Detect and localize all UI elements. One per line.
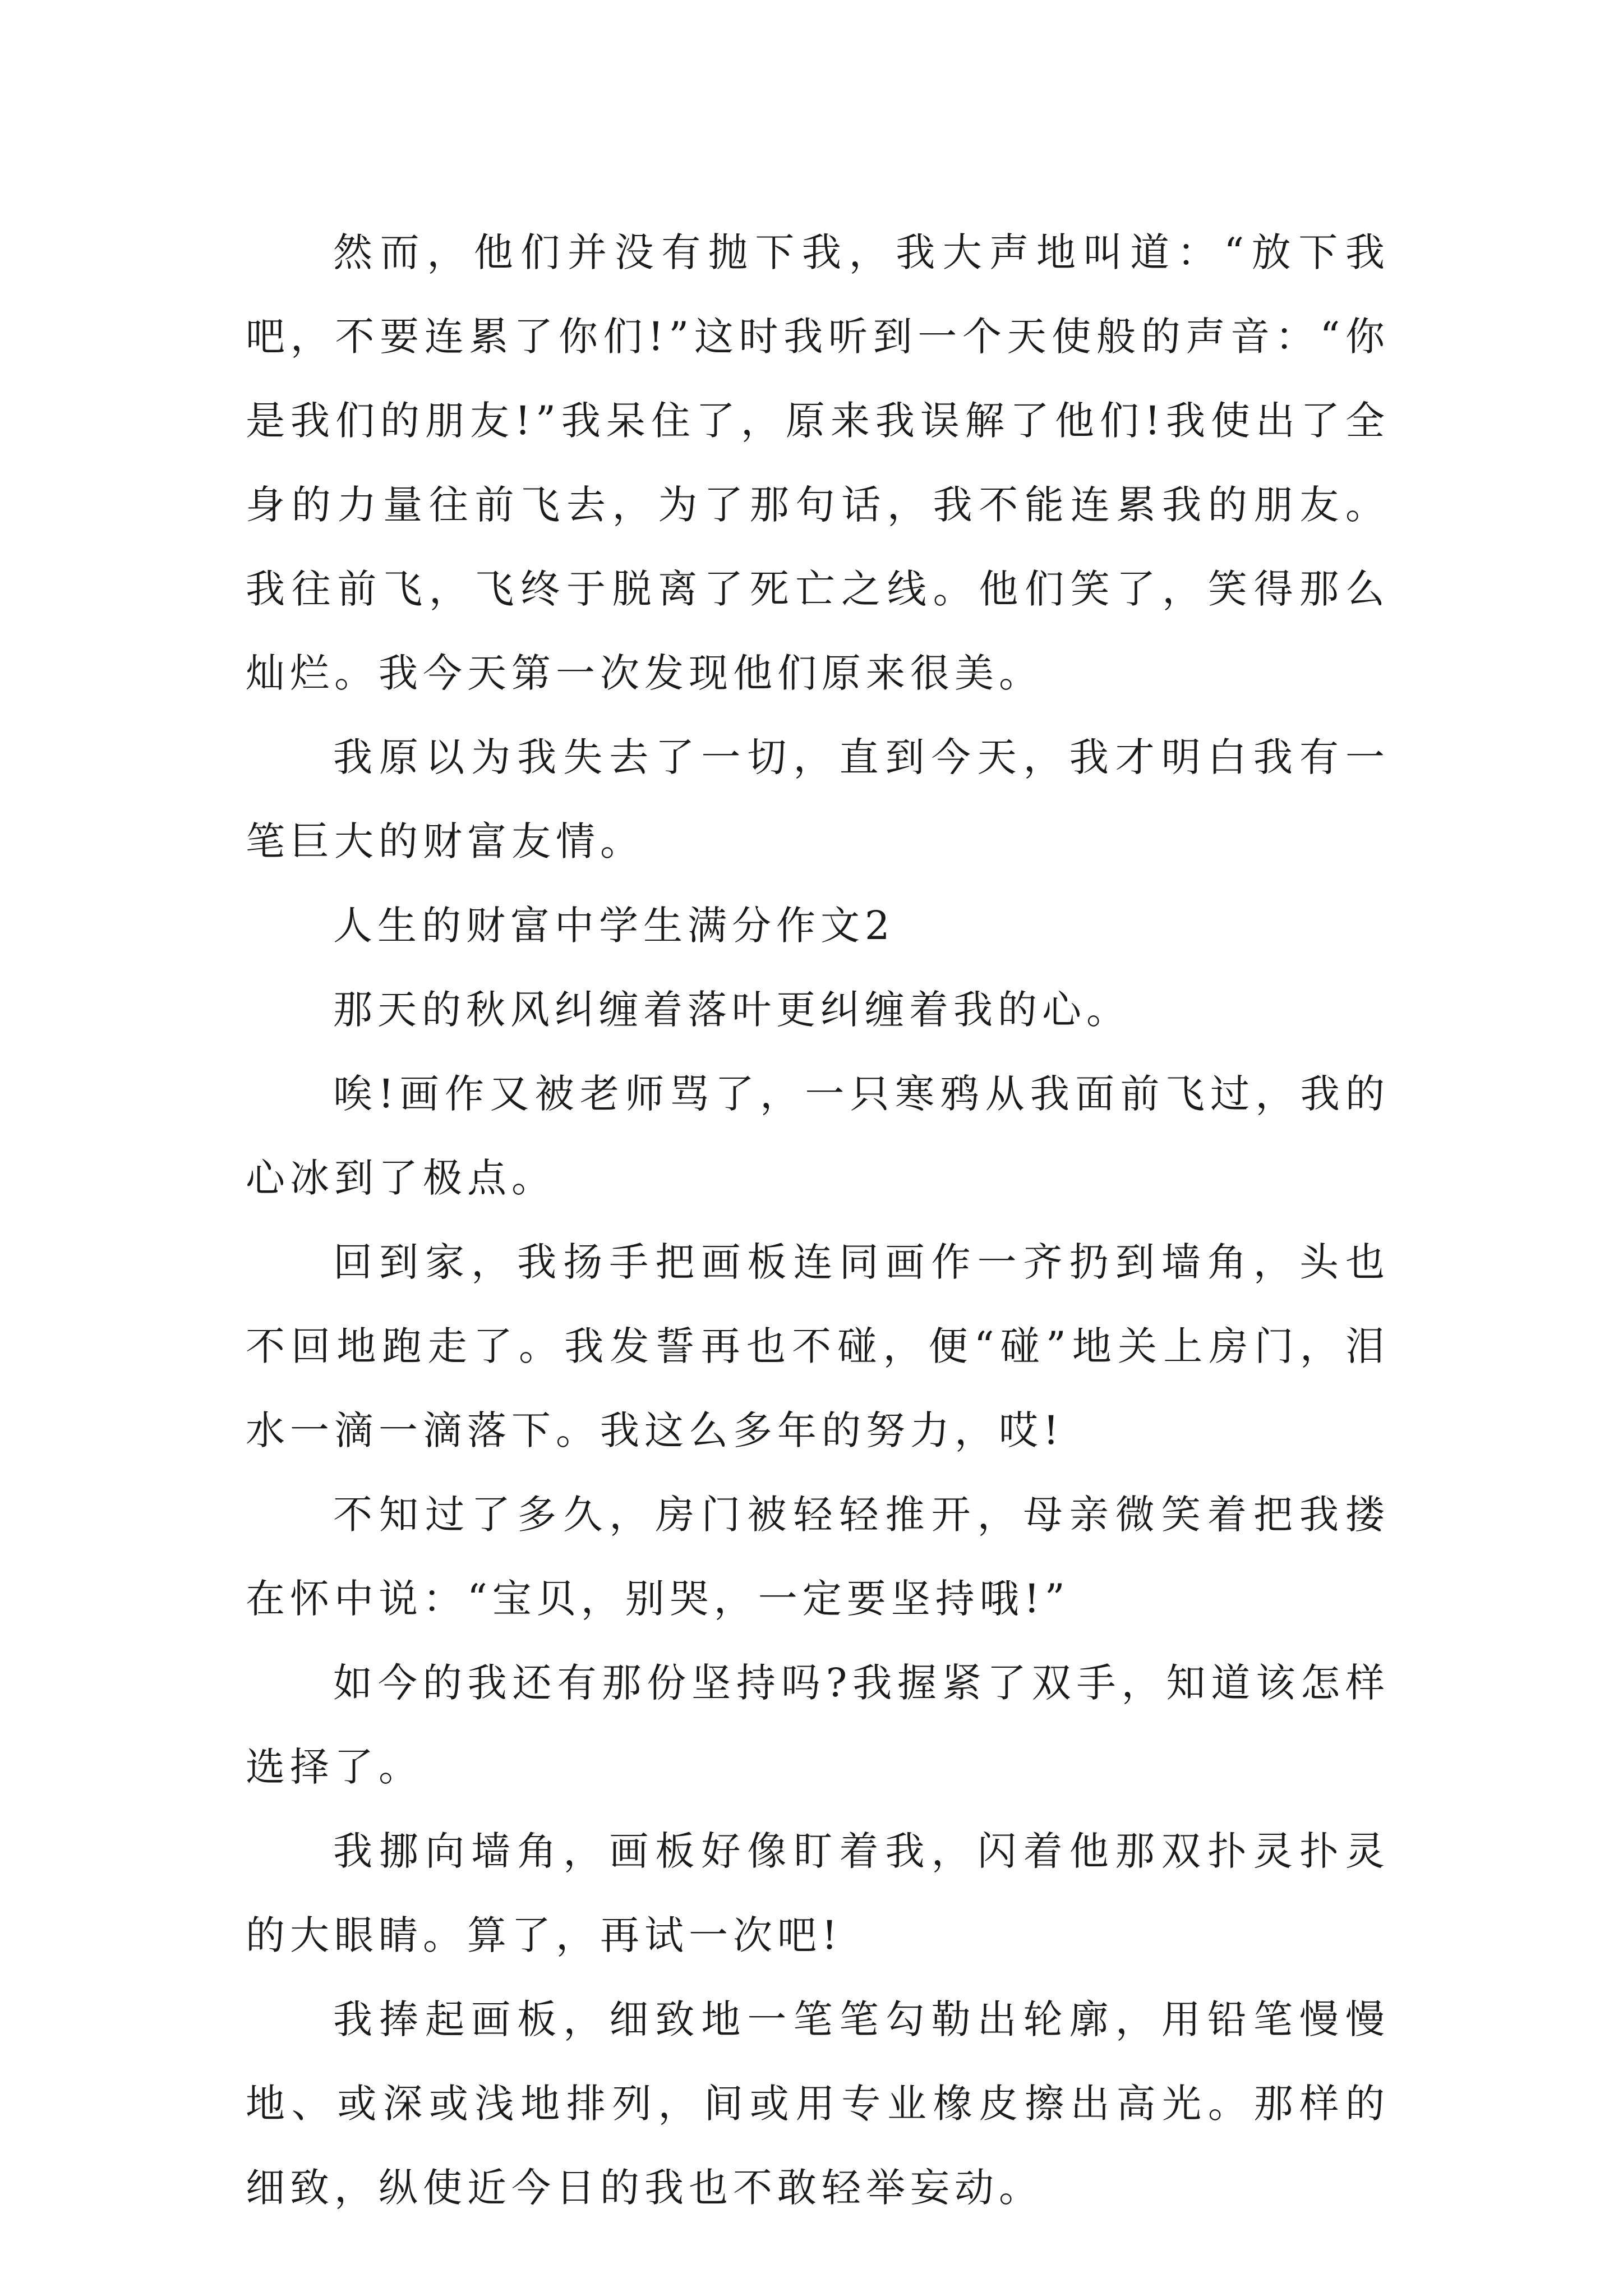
paragraph: 我原以为我失去了一切，直到今天，我才明白我有一笔巨大的财富友情。	[246, 734, 1390, 864]
paragraph: 不知过了多久，房门被轻轻推开，母亲微笑着把我搂在怀中说：“宝贝，别哭，一定要坚持哦!”	[246, 1492, 1390, 1622]
paragraph: 我捧起画板，细致地一笔笔勾勒出轮廓，用铅笔慢慢地、或深或浅地排列，间或用专业橡皮擦出高光。那样的细致，纵使近今日的我也不敢轻举妄动。	[246, 1996, 1390, 2211]
paragraph: 唉!画作又被老师骂了，一只寒鸦从我面前飞过，我的心冰到了极点。	[246, 1071, 1390, 1201]
paragraph: 那天的秋风纠缠着落叶更纠缠着我的心。	[333, 987, 1131, 1033]
paragraph: 然而，他们并没有抛下我，我大声地叫道：“放下我吧，不要连累了你们!”这时我听到一个天使般的声音：“你是我们的朋友!”我呆住了，原来我误解了他们!我使出了全身的力量往前飞去，为了那句话，我不能连累我的朋友。我往前飞，飞终于脱离了死亡之线。他们笑了，笑得那么灿烂。我今天第一次发现他们原来很美。	[246, 229, 1390, 696]
paragraph: 如今的我还有那份坚持吗?我握紧了双手，知道该怎样选择了。	[246, 1660, 1390, 1790]
paragraph: 回到家，我扬手把画板连同画作一齐扔到墙角，头也不回地跑走了。我发誓再也不碰，便“碰”地关上房门，泪水一滴一滴落下。我这么多年的努力，哎!	[246, 1239, 1390, 1453]
section-heading: 人生的财富中学生满分作文2	[333, 903, 895, 949]
document-body	[246, 210, 1390, 2230]
paragraph: 我挪向墙角，画板好像盯着我，闪着他那双扑灵扑灵的大眼睛。算了，再试一次吧!	[246, 1828, 1390, 1958]
